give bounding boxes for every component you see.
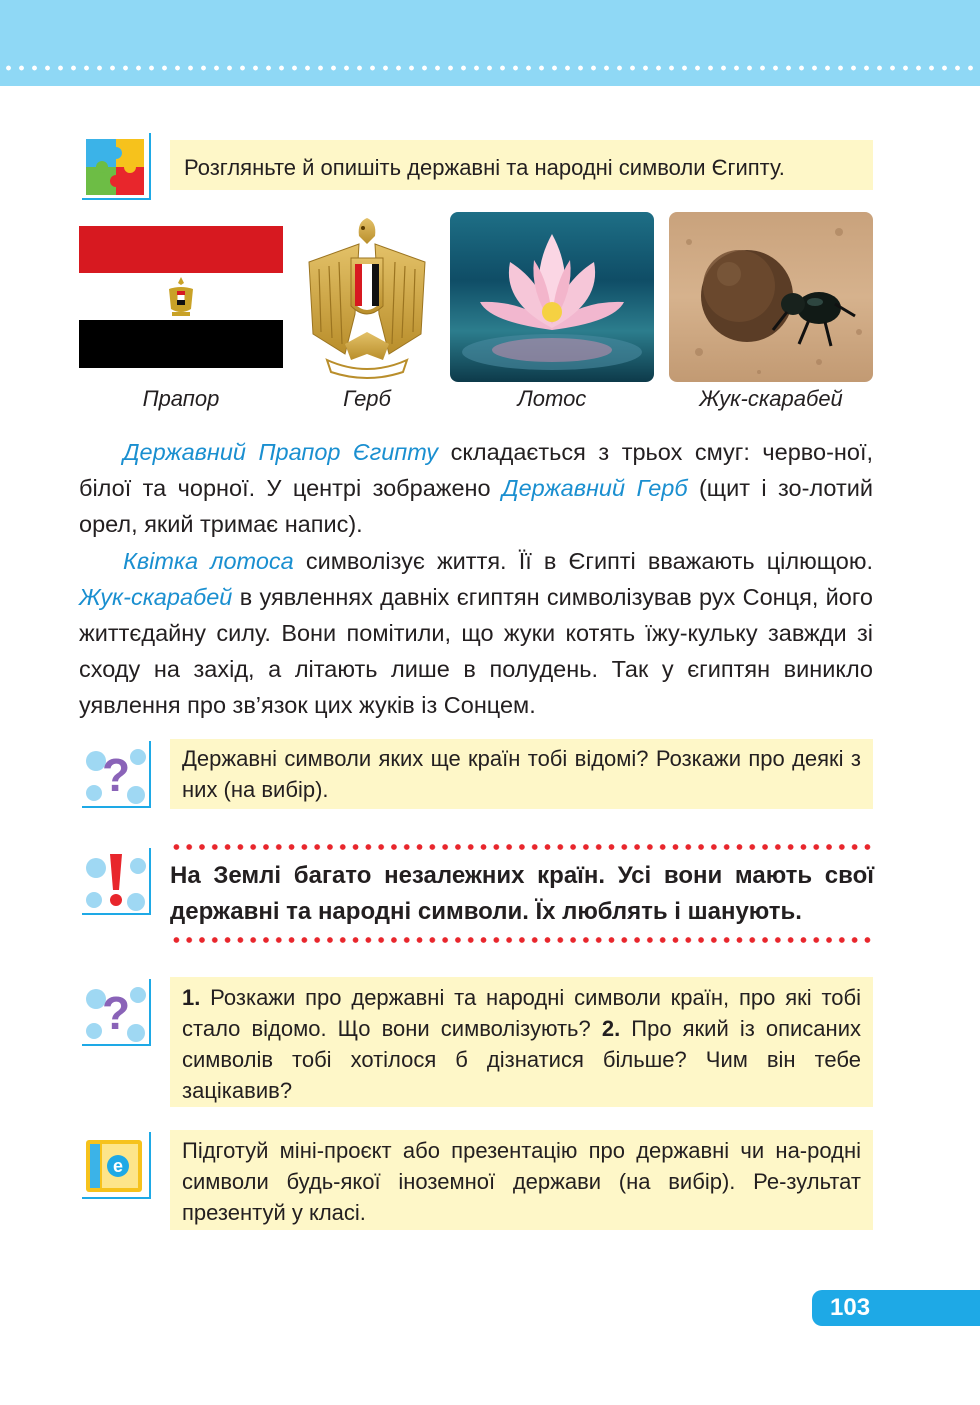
intro-task-text: Розгляньте й опишіть державні та народні символи Єгипту. bbox=[184, 155, 785, 180]
important-text: На Землі багато незалежних країн. Усі вони мають свої державні та народні символи. Їх люблять і шанують. bbox=[170, 862, 874, 925]
question-number-1: 1. bbox=[182, 985, 201, 1010]
page-number-tab bbox=[812, 1290, 980, 1326]
paragraph-text: складається з трьох смуг: черво-ної, білої та чорної. У центрі зображено bbox=[79, 439, 873, 501]
exclamation-icon bbox=[80, 846, 152, 916]
coat-of-arms-caption: Герб bbox=[343, 386, 391, 411]
question1-box bbox=[170, 739, 873, 809]
scarab-image bbox=[669, 212, 873, 382]
flag-caption: Прапор bbox=[142, 386, 220, 411]
project-box bbox=[170, 1130, 873, 1230]
top-dotted-line bbox=[0, 64, 980, 72]
highlight-scarab: Жук-скарабей bbox=[79, 584, 233, 610]
question2-text-1: Розкажи про державні та народні символи країн, про які тобі стало відомо. Що вони символізують? bbox=[182, 985, 861, 1041]
lotus-image bbox=[450, 212, 654, 382]
egypt-coat-of-arms-image bbox=[305, 214, 429, 380]
paragraph-text: (щит і зо-лотий орел, який тримає напис). bbox=[79, 475, 874, 537]
question2-text-2: Про який із описаних символів тобі хотілося б дізнатися більше? Чим він тебе зацікавив? bbox=[182, 1016, 861, 1103]
question-icon bbox=[80, 739, 152, 809]
project-text: Підготуй міні-проєкт або презентацію про державні чи на-родні символи будь-якої іноземної держави (на вибір). Ре-зультат презентуй у класі. bbox=[182, 1138, 861, 1225]
svg-text:e: e bbox=[112, 1156, 124, 1176]
question-icon-2 bbox=[80, 977, 152, 1047]
question-number-2: 2. bbox=[601, 1016, 621, 1041]
svg-text:?: ? bbox=[101, 987, 131, 1039]
page-number: 103 bbox=[830, 1294, 871, 1321]
question1-text: Державні символи яких ще країн тобі відомі? Розкажи про деякі з них (на вибір). bbox=[182, 746, 861, 802]
scarab-caption: Жук-скарабей bbox=[699, 386, 843, 411]
intro-task-box bbox=[170, 140, 873, 190]
red-dotted-line-bottom bbox=[170, 936, 875, 944]
top-band bbox=[0, 0, 980, 86]
egypt-flag-image bbox=[79, 226, 283, 368]
svg-text:?: ? bbox=[101, 749, 131, 801]
project-book-icon bbox=[80, 1130, 152, 1200]
highlight-lotus: Квітка лотоса bbox=[123, 548, 294, 574]
paragraph-text: в уявленнях давніх єгиптян символізував рух Сонця, його життєдайну силу. Вони помітили, що жуки котять їжу-кульку завжди зі сходу на захід, а літають лише в полудень. Так у єгиптян виникло уявлення про зв’язок цих жуків із Сонцем. bbox=[79, 584, 873, 718]
red-dotted-line-top bbox=[170, 843, 875, 851]
puzzle-icon bbox=[80, 131, 152, 201]
paragraph-text: символізує життя. Її в Єгипті вважають цілющою. bbox=[293, 548, 874, 574]
lotus-caption: Лотос bbox=[517, 386, 587, 411]
paragraph-flag bbox=[79, 434, 873, 542]
paragraph-lotus-scarab bbox=[79, 543, 873, 723]
highlight-flag: Державний Прапор Єгипту bbox=[123, 439, 439, 465]
question2-box bbox=[170, 977, 873, 1107]
highlight-coat-of-arms: Державний Герб bbox=[502, 475, 688, 501]
